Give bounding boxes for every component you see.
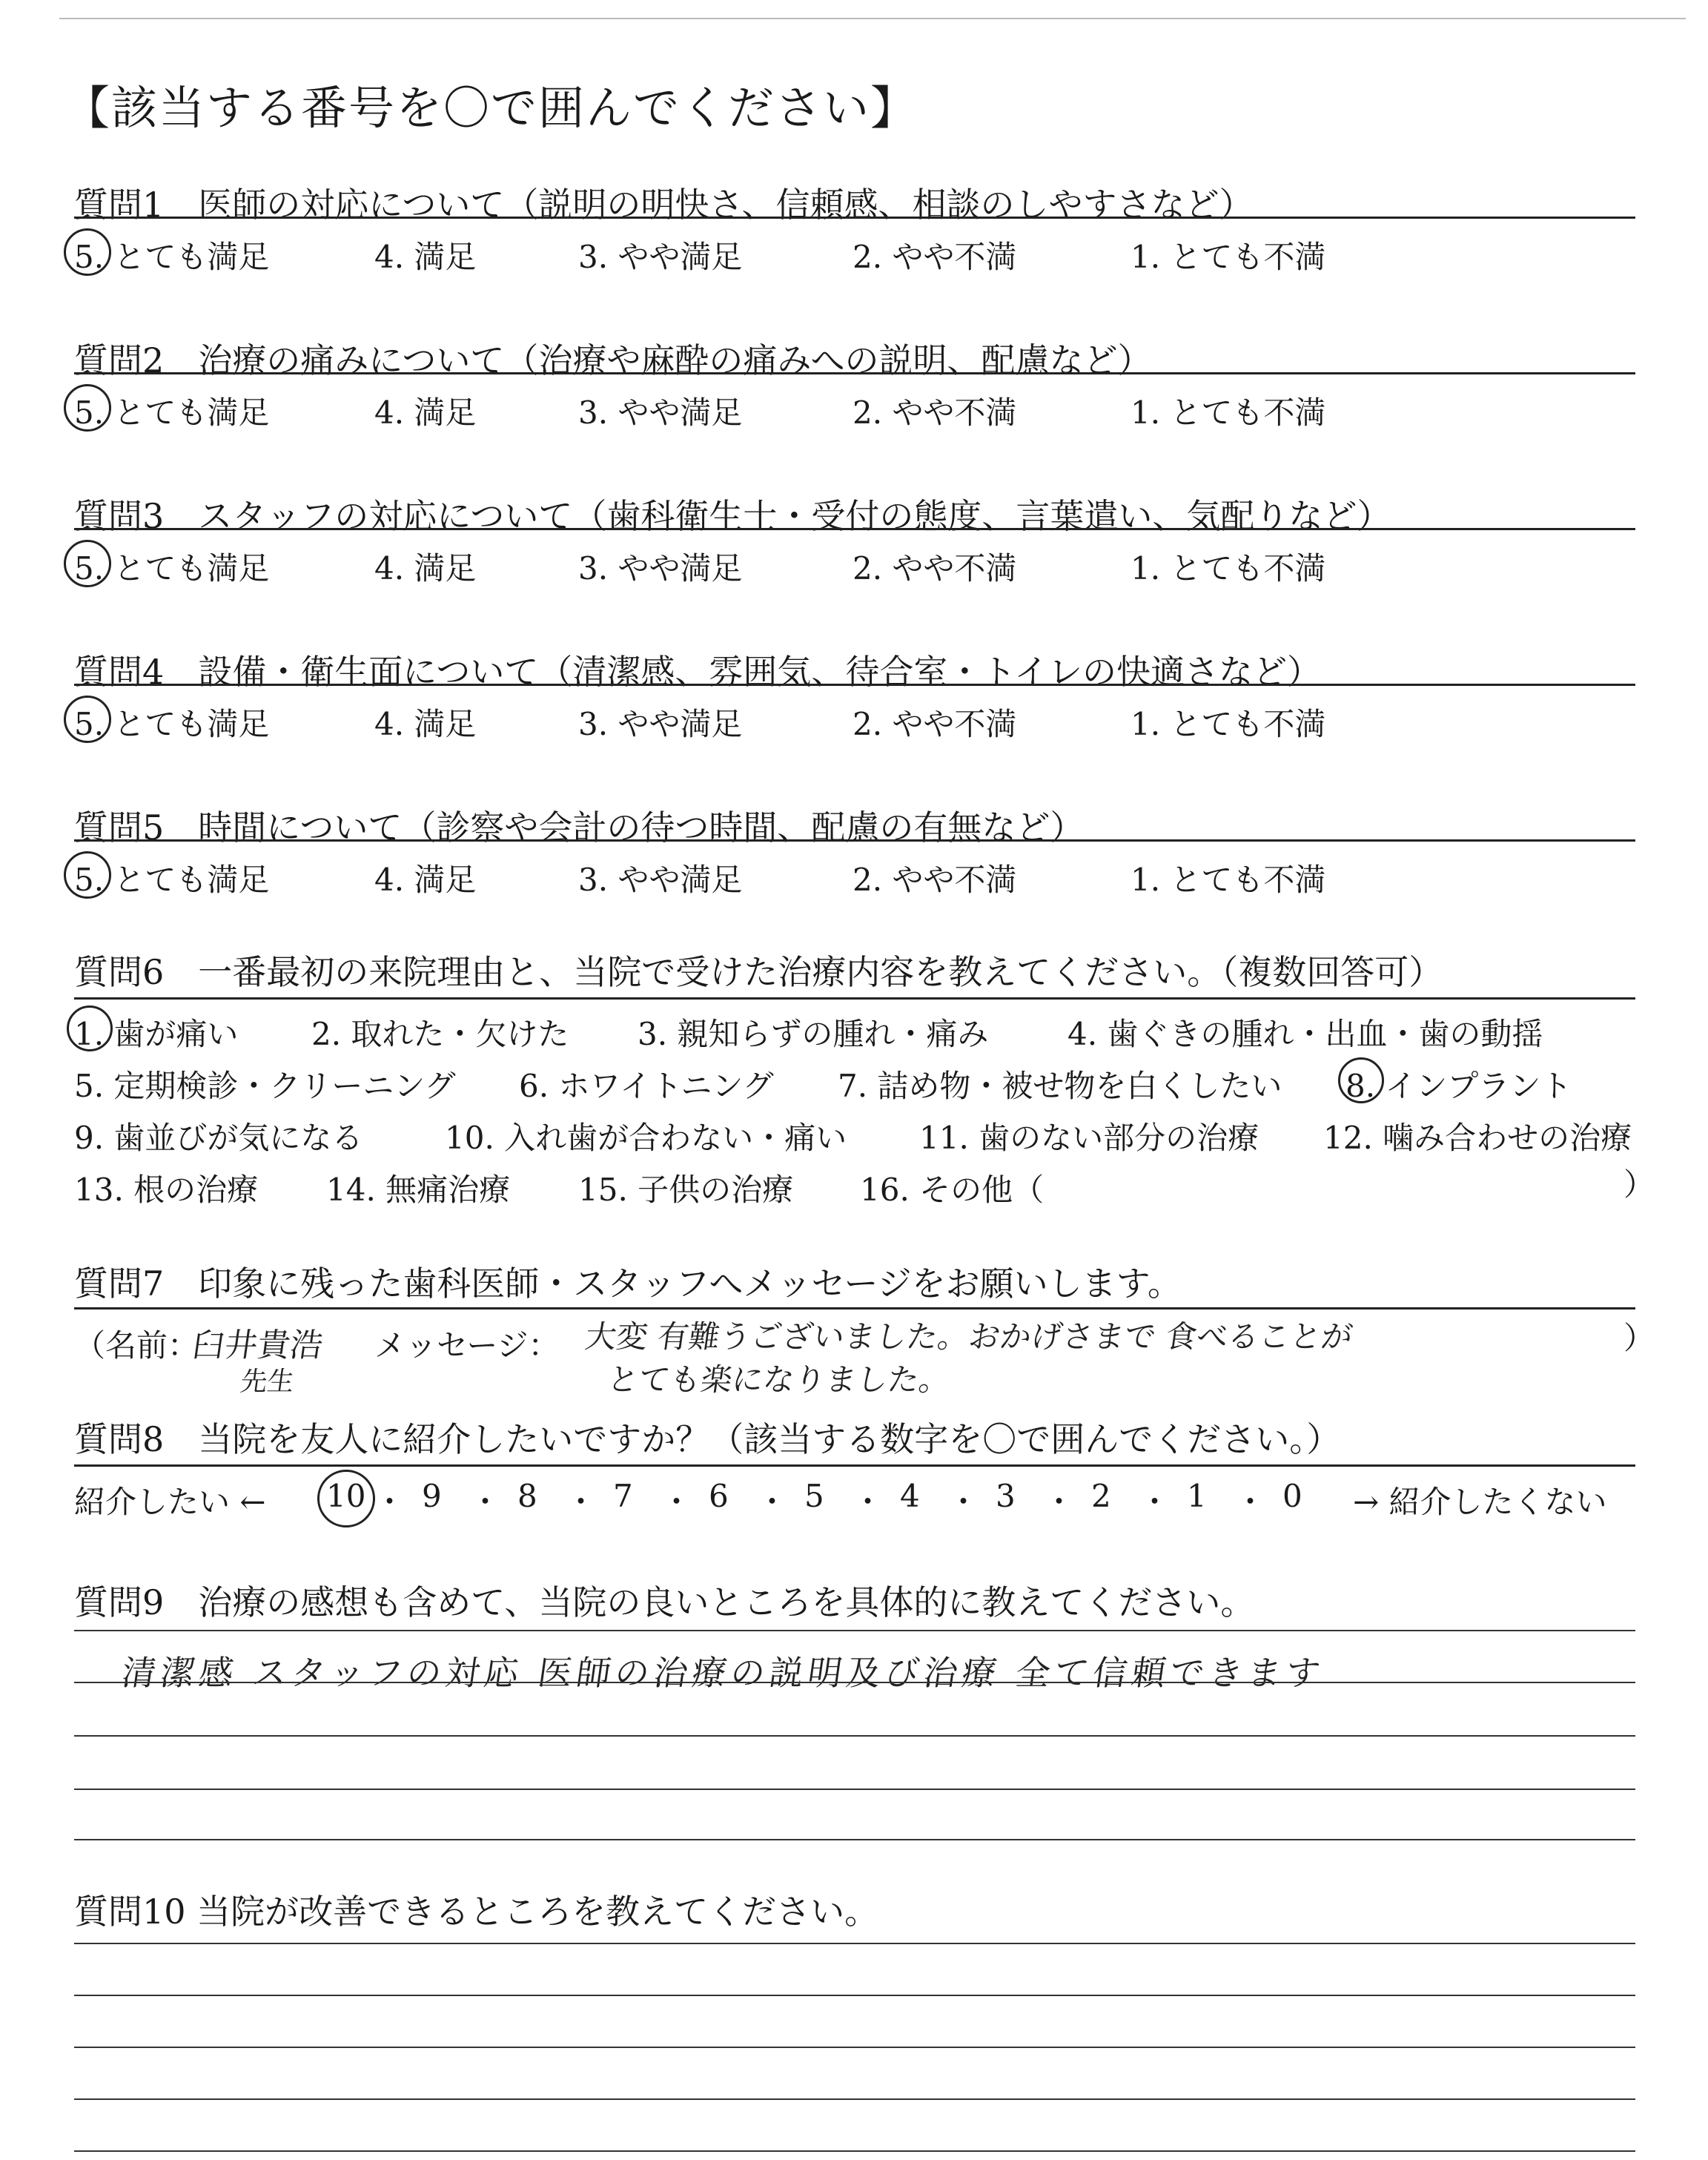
q8-left-label: 紹介したい ←: [74, 1484, 266, 1520]
q6-option-16[interactable]: 16. その他（: [860, 1172, 1045, 1208]
q8-scale-option-6[interactable]: 6: [709, 1478, 729, 1514]
q1-selection-circle: [64, 228, 111, 276]
q8-heading: [74, 1413, 1340, 1462]
q7-name-label: （名前：: [74, 1327, 199, 1364]
q3-rule: [74, 528, 1635, 530]
q3-option-4[interactable]: 4. 満足: [374, 550, 477, 587]
q6-option-11[interactable]: 11. 歯のない部分の治療: [919, 1120, 1260, 1156]
q3-label: 質問3: [74, 496, 165, 536]
q6-selection-circle-1: [67, 1005, 113, 1051]
q7-rule: [74, 1307, 1635, 1309]
q5-option-3[interactable]: 3. やや満足: [578, 862, 743, 898]
q6-heading: [74, 945, 1443, 994]
q4-heading: [74, 645, 1321, 694]
q6-option-15[interactable]: 15. 子供の治療: [578, 1172, 794, 1208]
q5-option-4[interactable]: 4. 満足: [374, 862, 477, 898]
q6-text: 一番最初の来院理由と、当院で受けた治療内容を教えてください。（複数回答可）: [198, 952, 1443, 992]
q8-scale-separator: ・: [374, 1484, 406, 1520]
q6-option-13[interactable]: 13. 根の治療: [74, 1172, 259, 1208]
q6-option-14[interactable]: 14. 無痛治療: [326, 1172, 511, 1208]
q3-option-5[interactable]: 5. とても満足: [74, 550, 270, 587]
q1-option-2[interactable]: 2. やや不満: [853, 239, 1017, 275]
q8-label: 質問8: [74, 1419, 165, 1459]
q8-scale-separator: ・: [469, 1484, 501, 1520]
q9-line-4: [74, 1839, 1635, 1840]
q1-text: 医師の対応について（説明の明快さ、信頼感、相談のしやすさなど）: [198, 185, 1254, 225]
q2-label: 質問2: [74, 340, 165, 380]
q4-label: 質問4: [74, 652, 165, 692]
q4-option-5[interactable]: 5. とても満足: [74, 706, 270, 742]
q1-rule: [74, 217, 1635, 219]
q2-option-3[interactable]: 3. やや満足: [578, 394, 743, 431]
q2-text: 治療の痛みについて（治療や麻酔の痛みへの説明、配慮など）: [198, 340, 1152, 380]
page-title: 【該当する番号を〇で囲んでください】: [64, 81, 918, 135]
q6-option-8[interactable]: 8. インプラント: [1345, 1068, 1572, 1104]
q8-scale-separator: ・: [565, 1484, 597, 1520]
q8-scale-option-3[interactable]: 3: [996, 1478, 1016, 1514]
q6-option-6[interactable]: 6. ホワイトニング: [519, 1068, 774, 1104]
q8-scale-separator: ・: [947, 1484, 979, 1520]
q6-option-2[interactable]: 2. 取れた・欠けた: [311, 1016, 569, 1052]
q9-line-3: [74, 1789, 1635, 1790]
q2-option-4[interactable]: 4. 満足: [374, 394, 477, 431]
q6-option-4[interactable]: 4. 歯ぐきの腫れ・出血・歯の動揺: [1068, 1016, 1543, 1052]
q4-option-1[interactable]: 1. とても不満: [1131, 706, 1326, 742]
q8-scale-option-8[interactable]: 8: [517, 1478, 537, 1514]
q8-scale-option-1[interactable]: 1: [1187, 1478, 1207, 1514]
q9-text: 治療の感想も含めて、当院の良いところを具体的に教えてください。: [198, 1582, 1255, 1622]
q6-other-close-paren: ）: [1623, 1166, 1655, 1203]
q1-option-3[interactable]: 3. やや満足: [578, 239, 743, 275]
q5-heading: [74, 801, 1084, 850]
q4-selection-circle: [64, 696, 111, 743]
q4-option-4[interactable]: 4. 満足: [374, 706, 477, 742]
q5-label: 質問5: [74, 807, 165, 848]
q6-selection-circle-8: [1338, 1057, 1384, 1103]
q10-line-5: [74, 2150, 1635, 2152]
q2-option-2[interactable]: 2. やや不満: [853, 394, 1017, 431]
q10-heading: [74, 1885, 878, 1934]
q8-scale-separator: ・: [1234, 1484, 1266, 1520]
q6-option-10[interactable]: 10. 入れ歯が合わない・痛い: [445, 1120, 847, 1156]
q9-answer: 清潔感 スタッフの対応 医師の治療の説明及び治療 全て信頼できます: [119, 1653, 1328, 1693]
q5-option-1[interactable]: 1. とても不満: [1131, 862, 1326, 898]
q9-line-1: [74, 1682, 1635, 1683]
q8-text: 当院を友人に紹介したいですか？（該当する数字を〇で囲んでください。）: [198, 1419, 1341, 1459]
q8-scale-option-7[interactable]: 7: [613, 1478, 633, 1514]
q8-scale-separator: ・: [852, 1484, 884, 1520]
q6-option-1[interactable]: 1. 歯が痛い: [74, 1016, 239, 1052]
q4-rule: [74, 684, 1635, 686]
q9-line-0: [74, 1630, 1635, 1631]
q3-option-1[interactable]: 1. とても不満: [1131, 550, 1326, 587]
q7-text: 印象に残った歯科医師・スタッフへメッセージをお願いします。: [198, 1264, 1182, 1304]
q1-option-5[interactable]: 5. とても満足: [74, 239, 270, 275]
q6-option-3[interactable]: 3. 親知らずの腫れ・痛み: [638, 1016, 989, 1052]
q7-label: 質問7: [74, 1264, 165, 1304]
q8-scale-separator: ・: [661, 1484, 692, 1520]
q8-scale-option-4[interactable]: 4: [900, 1478, 920, 1514]
q8-scale-separator: ・: [1139, 1484, 1171, 1520]
q8-scale-option-0[interactable]: 0: [1282, 1478, 1302, 1514]
q7-name-value: 臼井貴浩: [189, 1327, 325, 1364]
q3-selection-circle: [64, 540, 111, 587]
q8-scale-option-9[interactable]: 9: [422, 1478, 442, 1514]
q4-option-2[interactable]: 2. やや不満: [853, 706, 1017, 742]
q5-rule: [74, 839, 1635, 842]
q5-text: 時間について（診察や会計の待つ時間、配慮の有無など）: [198, 807, 1085, 848]
q2-selection-circle: [64, 384, 111, 432]
q3-option-2[interactable]: 2. やや不満: [853, 550, 1017, 587]
page-top-edge: [59, 18, 1686, 19]
q8-selection-circle: [317, 1470, 375, 1527]
q2-heading: [74, 334, 1151, 383]
q7-name-suffix: 先生: [238, 1367, 297, 1397]
q8-scale-separator: ・: [1043, 1484, 1075, 1520]
q4-option-3[interactable]: 3. やや満足: [578, 706, 743, 742]
q1-option-1[interactable]: 1. とても不満: [1131, 239, 1326, 275]
q3-heading: [74, 489, 1391, 538]
q10-label: 質問10: [74, 1892, 186, 1932]
q7-message-line2: とても楽になりました。: [605, 1361, 953, 1398]
q7-close-paren: ）: [1623, 1320, 1655, 1356]
q10-line-2: [74, 1995, 1635, 1996]
q6-option-7[interactable]: 7. 詰め物・被せ物を白くしたい: [838, 1068, 1282, 1104]
q7-heading: [74, 1257, 1182, 1306]
q8-right-label: → 紹介したくない: [1353, 1484, 1607, 1520]
q8-scale-option-5[interactable]: 5: [804, 1478, 824, 1514]
q1-label: 質問1: [74, 185, 165, 225]
q1-option-4[interactable]: 4. 満足: [374, 239, 477, 275]
q10-line-4: [74, 2098, 1635, 2100]
q10-text: 当院が改善できるところを教えてください。: [196, 1892, 879, 1932]
q9-label: 質問9: [74, 1582, 165, 1622]
q3-option-3[interactable]: 3. やや満足: [578, 550, 743, 587]
q7-message-label: メッセージ：: [374, 1327, 560, 1364]
q2-rule: [74, 372, 1635, 374]
q5-option-2[interactable]: 2. やや不満: [853, 862, 1017, 898]
q8-scale-separator: ・: [756, 1484, 788, 1520]
q8-scale-option-10[interactable]: 10: [326, 1478, 366, 1514]
q6-label: 質問6: [74, 952, 165, 992]
q5-selection-circle: [64, 851, 111, 899]
q2-option-5[interactable]: 5. とても満足: [74, 394, 270, 431]
q6-option-12[interactable]: 12. 噛み合わせの治療: [1323, 1120, 1632, 1156]
q5-option-5[interactable]: 5. とても満足: [74, 862, 270, 898]
q6-option-5[interactable]: 5. 定期検診・クリーニング: [74, 1068, 456, 1104]
q1-heading: [74, 178, 1254, 227]
q7-message-line1: 大変 有難うございました。おかげさまで 食べることが: [583, 1318, 1355, 1355]
q10-line-1: [74, 1943, 1635, 1944]
q3-text: スタッフの対応について（歯科衛生士・受付の態度、言葉遣い、気配りなど）: [198, 496, 1391, 536]
q10-line-3: [74, 2047, 1635, 2048]
q6-rule: [74, 997, 1635, 1000]
q2-option-1[interactable]: 1. とても不満: [1131, 394, 1326, 431]
q4-text: 設備・衛生面について（清潔感、雰囲気、待合室・トイレの快適さなど）: [198, 652, 1322, 692]
q9-heading: [74, 1576, 1254, 1625]
q9-line-2: [74, 1735, 1635, 1737]
q8-rule: [74, 1464, 1635, 1467]
q6-option-9[interactable]: 9. 歯並びが気になる: [74, 1120, 363, 1156]
q8-scale-option-2[interactable]: 2: [1091, 1478, 1111, 1514]
